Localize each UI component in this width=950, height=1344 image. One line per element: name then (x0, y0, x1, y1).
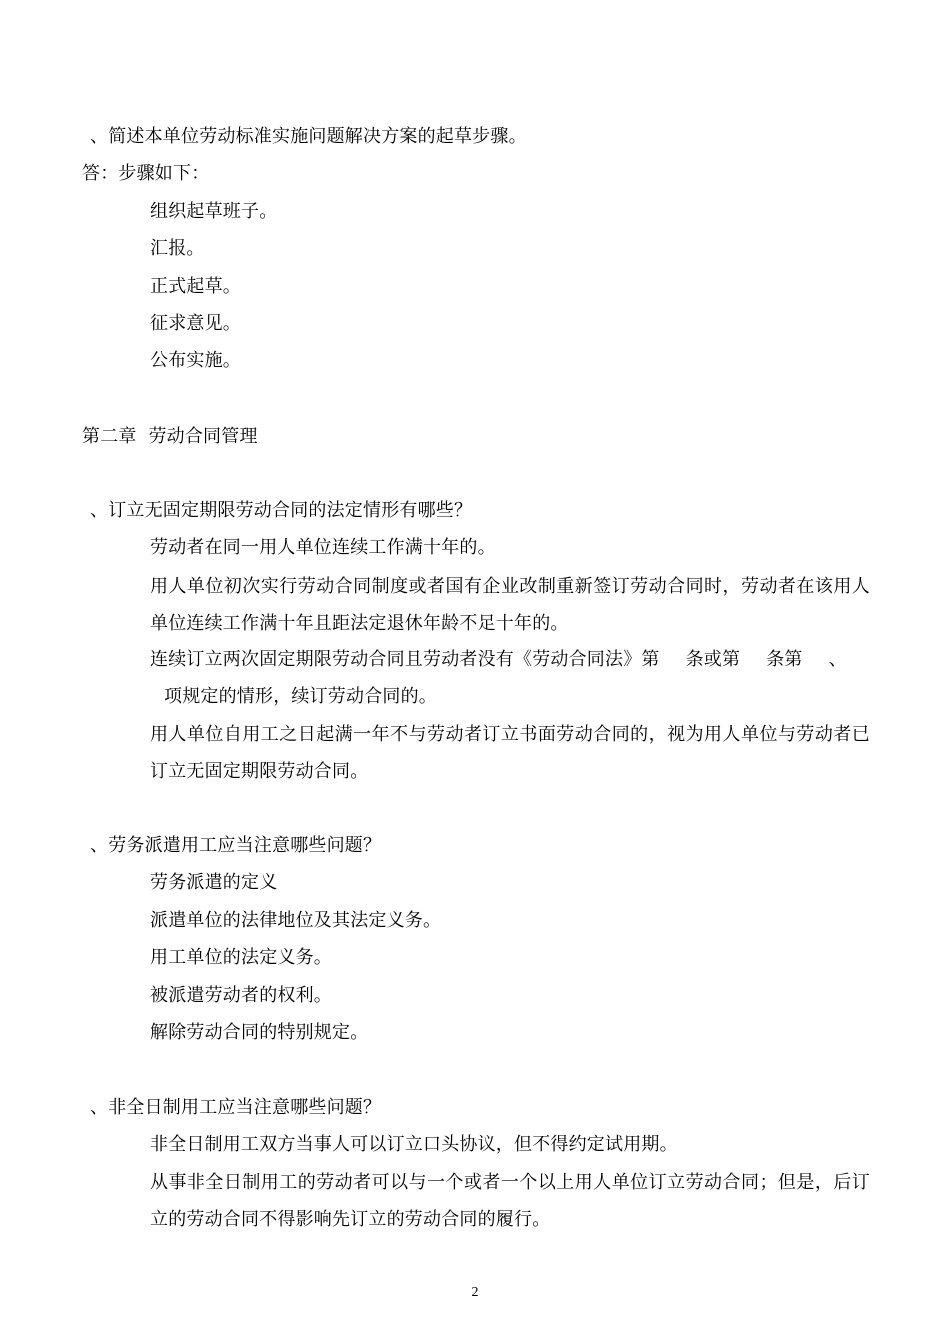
section2-item-part: 条或第 (685, 649, 741, 670)
section2-item: 项规定的情形，续订劳动合同的。 (164, 686, 437, 707)
section1-step: 汇报。 (150, 238, 205, 259)
section1-step: 正式起草。 (150, 276, 241, 297)
section2-item-part: 连续订立两次固定期限劳动合同且劳动者没有《劳动合同法》第 (150, 649, 660, 670)
section2-item: 用人单位自用工之日起满一年不与劳动者订立书面劳动合同的，视为用人单位与劳动者已订立无固定期限劳动合同。 (150, 724, 870, 782)
section3-item: 派遣单位的法律地位及其法定义务。 (150, 910, 442, 931)
section4-item: 非全日制用工双方当事人可以订立口头协议，但不得约定试用期。 (150, 1134, 678, 1155)
section3-item: 用工单位的法定义务。 (150, 947, 332, 968)
section1-question: 、简述本单位劳动标准实施问题解决方案的起草步骤。 (90, 126, 527, 147)
section2-item-part: 、 (828, 649, 847, 670)
section1-answer-intro: 答：步骤如下： (82, 163, 210, 184)
section4-item: 从事非全日制用工的劳动者可以与一个或者一个以上用人单位订立劳动合同；但是，后订立的劳动合同不得影响先订立的劳动合同的履行。 (150, 1172, 870, 1230)
section2-item-line (150, 649, 847, 671)
section3-item: 解除劳动合同的特别规定。 (150, 1022, 369, 1043)
section1-step: 征求意见。 (150, 313, 241, 334)
section4-question: 、非全日制用工应当注意哪些问题？ (90, 1097, 382, 1118)
section2-item: 劳动者在同一用人单位连续工作满十年的。 (150, 537, 496, 558)
chapter-title: 第二章 劳动合同管理 (82, 426, 258, 447)
page-number: 2 (471, 1285, 479, 1300)
section3-item: 劳务派遣的定义 (150, 872, 278, 893)
section2-question: 、订立无固定期限劳动合同的法定情形有哪些？ (90, 500, 473, 521)
section3-item: 被派遣劳动者的权利。 (150, 985, 332, 1006)
section3-question: 、劳务派遣用工应当注意哪些问题？ (90, 835, 382, 856)
section2-item: 用人单位初次实行劳动合同制度或者国有企业改制重新签订劳动合同时，劳动者在该用人单位连续工作满十年且距法定退休年龄不足十年的。 (150, 576, 870, 634)
section1-step: 公布实施。 (150, 350, 241, 371)
section1-step: 组织起草班子。 (150, 201, 278, 222)
section2-item-part: 条第 (766, 649, 803, 670)
